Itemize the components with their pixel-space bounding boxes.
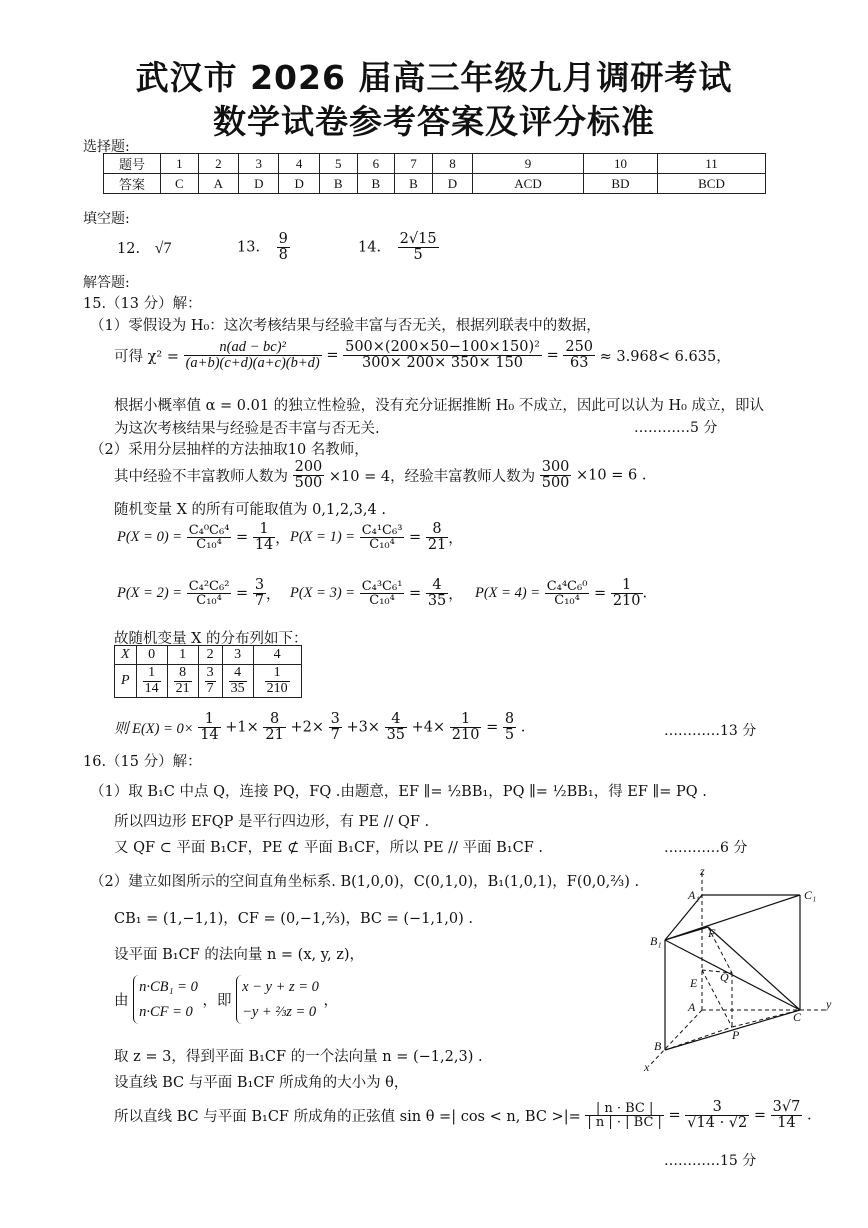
denominator: 21 <box>427 537 447 554</box>
denominator: 35 <box>386 727 406 744</box>
score-marker: …………15 分 <box>664 1153 757 1169</box>
table-cell: B <box>357 174 395 194</box>
axis-label: z <box>700 865 705 878</box>
p15-part2-text: （2）采用分层抽样的方法抽取10 名教师， <box>90 442 369 458</box>
equation: x − y + z = 0 <box>242 979 319 995</box>
p15-values-line: 随机变量 X 的所有可能取值为 0,1,2,3,4 . <box>114 502 386 518</box>
p16-equation-system <box>114 975 338 1024</box>
formula-fraction <box>187 524 232 552</box>
page-title-line2: 数学试卷参考答案及评分标准 <box>213 102 655 141</box>
comma: ， <box>266 587 281 604</box>
problem-15-heading: 15.（13 分）解： <box>83 296 202 312</box>
denominator: 35 <box>230 680 245 696</box>
numerator: 3 <box>254 577 265 593</box>
prob-lhs: P(X = 4) = <box>475 585 541 602</box>
numerator: 3 <box>330 711 340 727</box>
formula-fraction <box>198 712 220 743</box>
p16-sine-line <box>114 1100 812 1131</box>
table-cell: D <box>279 174 319 194</box>
score-marker: …………13 分 <box>664 723 757 739</box>
vertex-label: Q <box>720 970 729 984</box>
p16-part1-line1: （1）取 B₁C 中点 Q，连接 PQ，FQ .由题意，EF ∥= ½BB₁，PQ ∥= ½BB₁，得 EF ∥= PQ . <box>90 784 707 800</box>
numerator: 4 <box>426 578 448 594</box>
fill-answer-13 <box>237 232 290 263</box>
table-cell: BD <box>583 174 657 194</box>
denominator: 35 <box>427 593 447 610</box>
answer-table <box>103 153 766 194</box>
prob-lhs: P(X = 1) = <box>290 529 356 546</box>
denominator: 7 <box>330 727 340 744</box>
formula-fraction <box>545 580 590 608</box>
table-cell: 11 <box>658 154 766 174</box>
vertex-label: P <box>732 1028 740 1042</box>
chi-prefix: 可得 χ² = <box>114 349 179 366</box>
numerator: 250 <box>565 339 594 355</box>
denominator: 7 <box>254 593 265 610</box>
vertex-label: C₁ <box>804 888 817 902</box>
denominator: 7 <box>206 680 214 696</box>
p16-part1-line2: 所以四边形 EFQP 是平行四边形，有 PE // QF . <box>114 814 430 830</box>
fill-answer-14 <box>358 232 439 263</box>
equation: −y + ⅔z = 0 <box>242 1003 317 1020</box>
table-cell: 9 <box>473 154 584 174</box>
p16-normal-result: 取 z = 3，得到平面 B₁CF 的一个法向量 n = (−1,2,3) . <box>114 1049 483 1065</box>
numerator: C₄⁰C₆⁴ <box>188 522 230 538</box>
numerator: 8 <box>263 712 285 728</box>
formula-fraction <box>229 666 247 696</box>
answer-table-row-answers <box>104 174 766 194</box>
equals-sign: = <box>409 585 422 602</box>
numerator: C₄³C₆¹ <box>361 578 403 594</box>
text-span: ， <box>323 993 339 1010</box>
formula-fraction <box>540 460 572 491</box>
table-cell: 1 <box>161 154 199 174</box>
prob-lhs: P(X = 2) = <box>117 585 183 602</box>
numerator: 8 <box>426 522 448 538</box>
denominator: 5 <box>413 247 423 264</box>
prism-figure <box>640 865 840 1075</box>
distribution-table <box>114 645 302 698</box>
vertex-label: E <box>690 976 698 990</box>
table-cell: C <box>161 174 199 194</box>
text-span: ×10 = 4，经验丰富教师人数为 <box>328 469 536 486</box>
formula-fraction <box>385 712 407 743</box>
score-marker: …………5 分 <box>634 420 718 436</box>
equals-sign: = <box>753 1107 767 1124</box>
table-cell: P <box>115 665 137 698</box>
q-number: 13. <box>237 239 261 256</box>
text-span: +3× <box>346 719 380 736</box>
denominator: | n | · | BC | <box>587 1115 662 1131</box>
denominator: C₁₀⁴ <box>369 537 395 553</box>
p16-vectors-line: CB₁ = (1,−1,1)，CF = (0,−1,⅔)，BC = (−1,1,0) . <box>114 911 473 927</box>
denominator: √14 · √2 <box>687 1115 748 1132</box>
text-span: ×10 = 6 . <box>576 467 647 484</box>
table-cell: ACD <box>473 174 584 194</box>
table-cell: A <box>198 174 238 194</box>
period: . <box>806 1107 812 1124</box>
equals-sign: = <box>486 719 499 736</box>
p15-conclusion-line2: 为这次考核结果与经验是否丰富与否无关. <box>114 421 380 437</box>
vertex-label: A₁ <box>688 888 700 902</box>
answer-fraction <box>398 232 439 263</box>
period: . <box>642 585 648 602</box>
formula-fraction <box>563 340 595 371</box>
formula-fraction <box>174 666 192 696</box>
comma: ， <box>275 531 290 548</box>
denominator: 210 <box>612 593 641 610</box>
formula-fraction <box>265 666 290 696</box>
p16-angle-setup: 设直线 BC 与平面 B₁CF 所成角的大小为 θ， <box>114 1075 409 1091</box>
text-span: 其中经验不丰富教师人数为 <box>114 469 288 486</box>
equation: n·CF = 0 <box>139 1003 193 1020</box>
table-cell: 5 <box>319 154 357 174</box>
comma: ， <box>448 531 463 548</box>
formula-fraction <box>771 1100 803 1131</box>
table-cell: 0 <box>136 646 167 665</box>
numerator: 4 <box>229 666 247 682</box>
system-brace <box>133 975 198 1024</box>
equals-sign: = <box>409 529 422 546</box>
denominator: 14 <box>144 680 159 696</box>
table-cell: BCD <box>658 174 766 194</box>
formula-fraction <box>253 578 266 609</box>
fill-heading: 填空题: <box>83 211 130 227</box>
comma: ， <box>448 587 463 604</box>
denominator: (a+b)(c+d)(a+c)(b+d) <box>185 355 320 372</box>
vertex-label: B₁ <box>650 934 662 948</box>
axis-label: x <box>644 1060 650 1074</box>
formula-fraction <box>143 666 161 696</box>
table-cell: B <box>319 174 357 194</box>
table-row <box>115 646 302 665</box>
equals-sign: = <box>594 585 607 602</box>
formula-fraction <box>293 460 325 491</box>
distribution-intro: 故随机变量 X 的分布列如下： <box>114 631 308 647</box>
table-cell: D <box>432 174 472 194</box>
row-label-a: 答案 <box>104 174 161 194</box>
fill-answer-12 <box>117 240 171 258</box>
formula-fraction <box>360 580 405 608</box>
answer-value: √7 <box>154 240 172 257</box>
vertex-label: A <box>688 1000 696 1014</box>
table-cell: 6 <box>357 154 395 174</box>
equals-sign: = <box>236 585 249 602</box>
denominator: 300× 200× 350× 150 <box>362 355 524 372</box>
numerator: 1 <box>253 522 275 538</box>
text-span: 则 E(X) = 0× <box>114 721 194 738</box>
prob-lhs: P(X = 0) = <box>117 529 183 546</box>
vertex-label: B <box>654 1039 662 1053</box>
formula-fraction <box>184 340 322 371</box>
formula-fraction <box>329 712 342 743</box>
prob-x3 <box>290 578 463 609</box>
numerator: 1 <box>450 712 482 728</box>
denominator: 5 <box>504 727 515 744</box>
table-cell: 2 <box>198 154 238 174</box>
denominator: 14 <box>254 537 274 554</box>
numerator: 8 <box>174 666 192 682</box>
table-cell: 1 <box>167 646 198 665</box>
answer-fraction <box>277 232 290 263</box>
prob-x1 <box>290 522 463 553</box>
prob-x2 <box>117 578 281 609</box>
denominator: C₁₀⁴ <box>369 593 395 609</box>
formula-fraction <box>611 578 643 609</box>
numerator: 3 <box>685 1100 749 1116</box>
table-cell <box>136 665 167 698</box>
denominator: 21 <box>175 680 190 696</box>
answer-table-row-numbers <box>104 154 766 174</box>
table-cell: 10 <box>583 154 657 174</box>
numerator: 3 <box>206 665 214 680</box>
p16-part1-line3: 又 QF ⊂ 平面 B₁CF，PE ⊄ 平面 B₁CF，所以 PE // 平面 B₁CF . <box>114 840 543 856</box>
formula-fraction <box>503 712 516 743</box>
row-label-q: 题号 <box>104 154 161 174</box>
text-span: +4× <box>411 719 446 736</box>
chi-tail: ≈ 3.968< 6.635， <box>599 349 731 366</box>
denominator: C₁₀⁴ <box>196 537 222 553</box>
p15-conclusion-line1: 根据小概率值 α = 0.01 的独立性检验，没有充分证据推断 H₀ 不成立，因此可以认为 H₀ 成立，即认 <box>114 398 765 414</box>
equation: n·CB₁ = 0 <box>139 979 198 995</box>
table-cell: 8 <box>432 154 472 174</box>
numerator: 500×(200×50−100×150)² <box>345 339 540 355</box>
prob-lhs: P(X = 3) = <box>290 585 356 602</box>
numerator: C₄²C₆² <box>188 578 230 594</box>
formula-fraction <box>360 524 405 552</box>
p16-part2-line1: （2）建立如图所示的空间直角坐标系. B(1,0,0)，C(0,1,0)，B₁(1,0,1)，F(0,0,⅔) . <box>90 874 640 890</box>
formula-fraction <box>426 522 448 553</box>
period: . <box>520 719 526 736</box>
equals-sign: = <box>326 347 339 364</box>
text-span: 所以直线 BC 与平面 B₁CF 所成角的正弦值 sin θ =| cos < n, BC >|= <box>114 1109 581 1126</box>
formula-fraction <box>187 580 232 608</box>
numerator: n(ad − bc)² <box>184 340 322 356</box>
numerator: 1 <box>265 666 290 682</box>
p15-sampling-line <box>114 460 646 491</box>
expectation-line <box>114 712 525 743</box>
problem-16-heading: 16.（15 分）解： <box>83 754 202 770</box>
numerator: 4 <box>385 712 407 728</box>
denominator: 500 <box>294 475 323 492</box>
text-span: 由 <box>114 993 129 1010</box>
numerator: C₄¹C₆³ <box>361 522 403 538</box>
numerator: C₄⁴C₆⁰ <box>546 578 588 594</box>
table-cell: 7 <box>395 154 433 174</box>
table-cell: 4 <box>279 154 319 174</box>
system-brace <box>236 975 319 1024</box>
p16-normal-intro: 设平面 B₁CF 的法向量 n = (x, y, z)， <box>114 947 364 963</box>
table-cell <box>167 665 198 698</box>
denominator: 8 <box>278 247 288 264</box>
page-title-line1: 武汉市 2026 届高三年级九月调研考试 <box>135 58 733 97</box>
numerator: 9 <box>278 231 288 247</box>
score-marker: …………6 分 <box>664 840 748 856</box>
formula-fraction <box>253 522 275 553</box>
solve-heading: 解答题: <box>83 275 130 291</box>
numerator: | n · BC | <box>585 1102 664 1117</box>
numerator: 3√7 <box>772 1099 801 1115</box>
prob-x4 <box>475 578 647 609</box>
prob-x0 <box>117 522 290 553</box>
axis-label: y <box>826 997 832 1011</box>
numerator: 300 <box>541 459 570 475</box>
numerator: 2√15 <box>399 231 437 247</box>
denominator: C₁₀⁴ <box>554 593 580 609</box>
numerator: 1 <box>198 712 220 728</box>
formula-fraction <box>343 340 542 371</box>
formula-fraction <box>426 578 448 609</box>
denominator: 14 <box>777 1115 796 1132</box>
table-cell: 2 <box>198 646 222 665</box>
numerator: 1 <box>143 666 161 682</box>
choice-heading: 选择题: <box>83 139 130 155</box>
table-cell <box>198 665 222 698</box>
text-span: +1× <box>225 719 259 736</box>
formula-fraction <box>685 1100 749 1131</box>
denominator: 14 <box>200 727 219 744</box>
formula-fraction <box>205 666 216 696</box>
formula-fraction <box>585 1102 664 1130</box>
text-span: ，即 <box>202 993 232 1010</box>
denominator: 500 <box>541 475 570 492</box>
table-cell: 3 <box>222 646 253 665</box>
table-cell: D <box>239 174 279 194</box>
vertex-label: F <box>708 926 716 940</box>
formula-fraction <box>263 712 285 743</box>
q-number: 12. <box>117 241 141 257</box>
denominator: 210 <box>266 680 288 696</box>
p15-part1-text: （1）零假设为 H₀：这次考核结果与经验丰富与否无关，根据列联表中的数据， <box>90 318 601 334</box>
table-cell: 4 <box>253 646 301 665</box>
table-cell: B <box>395 174 433 194</box>
table-cell <box>253 665 301 698</box>
equals-sign: = <box>668 1107 681 1124</box>
numerator: 1 <box>611 578 643 594</box>
p15-chi-square-line <box>114 340 731 371</box>
table-row <box>115 665 302 698</box>
q-number: 14. <box>358 239 382 256</box>
numerator: 8 <box>504 711 515 727</box>
table-cell <box>222 665 253 698</box>
table-cell: 3 <box>239 154 279 174</box>
equals-sign: = <box>546 347 559 364</box>
vertex-label: C <box>793 1010 802 1024</box>
denominator: 21 <box>265 727 284 744</box>
text-span: +2× <box>290 719 324 736</box>
formula-fraction <box>450 712 482 743</box>
numerator: 200 <box>294 459 323 475</box>
denominator: 210 <box>451 727 480 744</box>
equals-sign: = <box>236 529 249 546</box>
denominator: 63 <box>569 355 589 372</box>
table-cell: X <box>115 646 137 665</box>
denominator: C₁₀⁴ <box>196 593 222 609</box>
